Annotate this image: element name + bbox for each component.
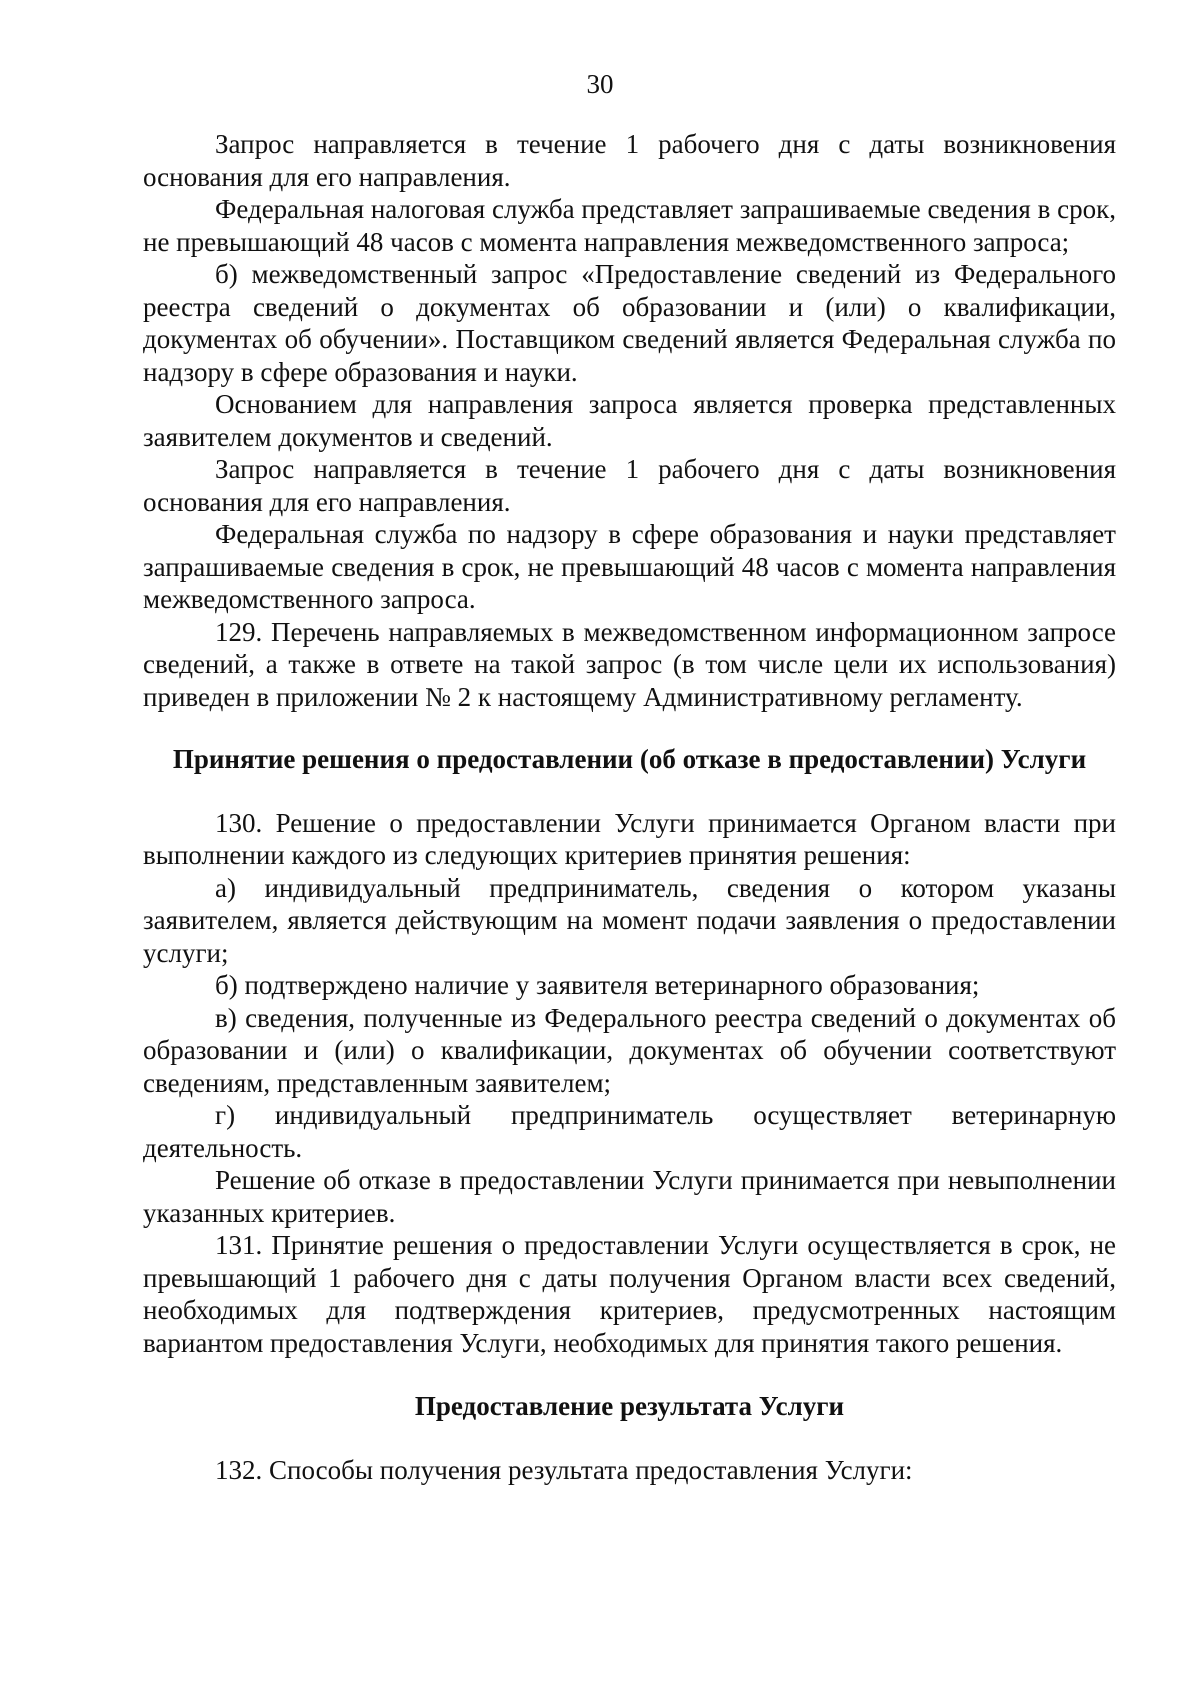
paragraph: а) индивидуальный предприниматель, сведения о котором указаны заявителем, является действующим на момент подачи заявления о предоставлении услуги; <box>143 872 1116 968</box>
paragraph: Федеральная служба по надзору в сфере образования и науки представляет запрашиваемые сведения в срок, не превышающий 48 часов с момента направления межведомственного запроса. <box>143 519 1116 614</box>
paragraph: б) межведомственный запрос «Предоставление сведений из Федерального реестра сведений о документах об образовании и (или) о квалификации, документах об обучении». Поставщиком сведений является Федеральная служба по надзору в сфере образования и науки. <box>143 259 1116 387</box>
paragraph: Основанием для направления запроса является проверка представленных заявителем документов и сведений. <box>143 389 1116 452</box>
page-number: 30 <box>586 69 614 99</box>
section-heading: Предоставление результата Услуги <box>414 1391 845 1421</box>
paragraph: 130. Решение о предоставлении Услуги принимается Органом власти при выполнении каждого из следующих критериев принятия решения: <box>143 807 1116 870</box>
paragraph: Запрос направляется в течение 1 рабочего дня с даты возникновения основания для его направления. <box>143 454 1116 517</box>
paragraph: Запрос направляется в течение 1 рабочего дня с даты возникновения основания для его направления. <box>143 129 1116 192</box>
paragraph: б) подтверждено наличие у заявителя ветеринарного образования; <box>215 970 980 1000</box>
paragraph: 132. Способы получения результата предоставления Услуги: <box>215 1454 913 1485</box>
paragraph: 129. Перечень направляемых в межведомственном информационном запросе сведений, а также в ответе на такой запрос (в том числе цели их использования) приведен в приложении № 2 к настоящему Административному регламенту. <box>143 616 1116 712</box>
paragraph: г) индивидуальный предприниматель осуществляет ветеринарную деятельность. <box>143 1100 1116 1163</box>
document-body <box>143 128 1116 1486</box>
paragraph: 131. Принятие решения о предоставлении Услуги осуществляется в срок, не превышающий 1 рабочего дня с даты получения Органом власти всех сведений, необходимых для подтверждения критериев, предусмотренных настоящим вариантом предоставления Услуги, необходимых для принятия такого решения. <box>143 1230 1116 1358</box>
paragraph: Федеральная налоговая служба представляет запрашиваемые сведения в срок, не превышающий 48 часов с момента направления межведомственного запроса; <box>143 194 1116 257</box>
paragraph: Решение об отказе в предоставлении Услуги принимается при невыполнении указанных критериев. <box>143 1165 1116 1228</box>
section-heading: Принятие решения о предоставлении (об отказе в предоставлении) Услуги <box>172 744 1087 774</box>
paragraph: в) сведения, полученные из Федерального реестра сведений о документах об образовании и (или) о квалификации, документах об обучении соответствуют сведениям, представленным заявителем; <box>143 1002 1116 1098</box>
